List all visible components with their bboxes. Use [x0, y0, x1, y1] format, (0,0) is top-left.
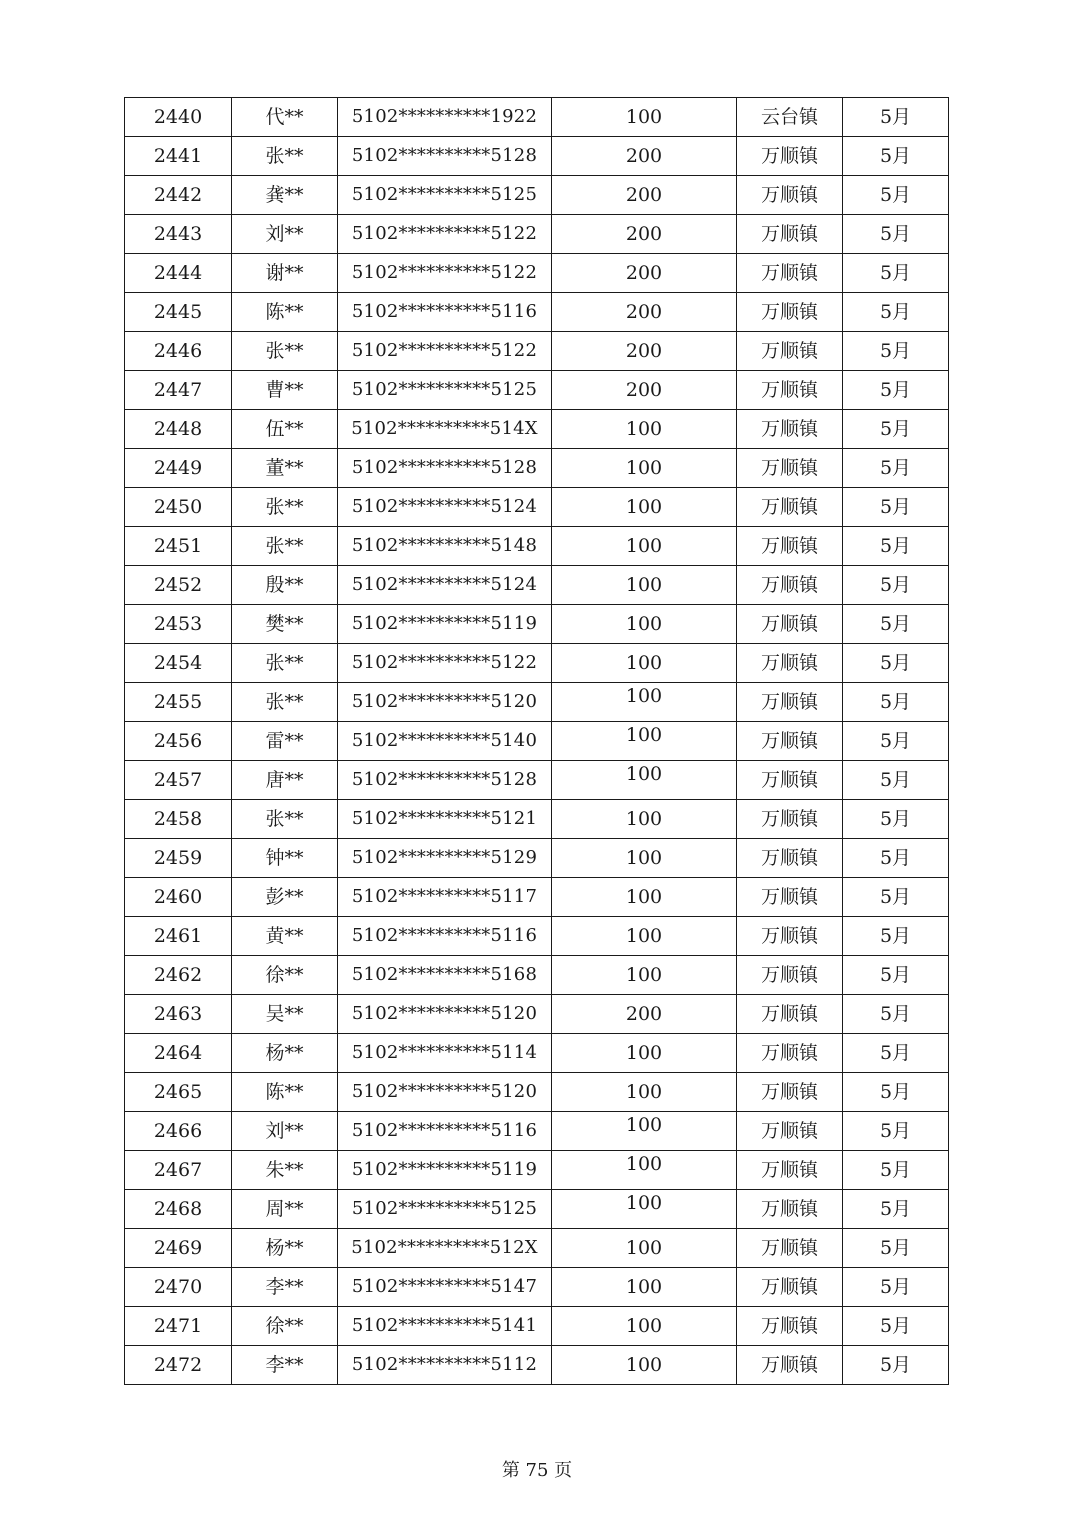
name-cell: 刘** [232, 1112, 338, 1151]
table-row [125, 254, 949, 293]
month-cell: 5月 [843, 1190, 949, 1229]
month-cell: 5月 [843, 566, 949, 605]
id-number-cell: 5102**********1922 [338, 98, 552, 137]
town-cell: 万顺镇 [737, 605, 843, 644]
serial-number-cell: 2465 [125, 1073, 232, 1112]
amount-cell: 200 [552, 176, 737, 215]
amount-cell: 100 [552, 1034, 737, 1073]
name-cell: 曹** [232, 371, 338, 410]
name-cell: 吴** [232, 995, 338, 1034]
amount-cell: 100 [552, 878, 737, 917]
amount-cell: 100 [552, 1229, 737, 1268]
town-cell: 万顺镇 [737, 332, 843, 371]
table-row [125, 527, 949, 566]
id-number-cell: 5102**********5120 [338, 995, 552, 1034]
table-row [125, 410, 949, 449]
table-row [125, 371, 949, 410]
town-cell: 万顺镇 [737, 800, 843, 839]
amount-cell: 200 [552, 254, 737, 293]
amount-cell: 100 [552, 1073, 737, 1112]
name-cell: 黄** [232, 917, 338, 956]
serial-number-cell: 2446 [125, 332, 232, 371]
month-cell: 5月 [843, 1034, 949, 1073]
name-cell: 董** [232, 449, 338, 488]
table-row [125, 1112, 949, 1151]
amount-cell: 100 [552, 722, 737, 761]
month-cell: 5月 [843, 176, 949, 215]
name-cell: 代** [232, 98, 338, 137]
serial-number-cell: 2449 [125, 449, 232, 488]
month-cell: 5月 [843, 1073, 949, 1112]
table-row [125, 722, 949, 761]
serial-number-cell: 2447 [125, 371, 232, 410]
id-number-cell: 5102**********5125 [338, 176, 552, 215]
id-number-cell: 5102**********5122 [338, 215, 552, 254]
month-cell: 5月 [843, 1307, 949, 1346]
amount-cell: 100 [552, 1307, 737, 1346]
town-cell: 万顺镇 [737, 371, 843, 410]
amount-cell: 100 [552, 1346, 737, 1385]
name-cell: 徐** [232, 1307, 338, 1346]
month-cell: 5月 [843, 371, 949, 410]
town-cell: 万顺镇 [737, 917, 843, 956]
name-cell: 张** [232, 644, 338, 683]
month-cell: 5月 [843, 878, 949, 917]
month-cell: 5月 [843, 800, 949, 839]
amount-cell: 200 [552, 137, 737, 176]
amount-cell: 100 [552, 1151, 737, 1190]
table-row [125, 332, 949, 371]
id-number-cell: 5102**********5120 [338, 683, 552, 722]
id-number-cell: 5102**********5148 [338, 527, 552, 566]
serial-number-cell: 2450 [125, 488, 232, 527]
town-cell: 万顺镇 [737, 566, 843, 605]
table-row [125, 98, 949, 137]
name-cell: 周** [232, 1190, 338, 1229]
name-cell: 钟** [232, 839, 338, 878]
table-row [125, 1346, 949, 1385]
town-cell: 万顺镇 [737, 1073, 843, 1112]
id-number-cell: 5102**********5121 [338, 800, 552, 839]
id-number-cell: 5102**********5119 [338, 1151, 552, 1190]
id-number-cell: 5102**********5125 [338, 1190, 552, 1229]
table-row [125, 1307, 949, 1346]
serial-number-cell: 2464 [125, 1034, 232, 1073]
name-cell: 殷** [232, 566, 338, 605]
serial-number-cell: 2469 [125, 1229, 232, 1268]
amount-cell: 100 [552, 644, 737, 683]
serial-number-cell: 2457 [125, 761, 232, 800]
amount-cell: 100 [552, 410, 737, 449]
month-cell: 5月 [843, 293, 949, 332]
table-row [125, 995, 949, 1034]
month-cell: 5月 [843, 761, 949, 800]
month-cell: 5月 [843, 449, 949, 488]
name-cell: 杨** [232, 1034, 338, 1073]
table-row [125, 917, 949, 956]
town-cell: 万顺镇 [737, 1151, 843, 1190]
records-body [125, 98, 949, 1385]
town-cell: 万顺镇 [737, 488, 843, 527]
id-number-cell: 5102**********5147 [338, 1268, 552, 1307]
month-cell: 5月 [843, 1151, 949, 1190]
town-cell: 万顺镇 [737, 1307, 843, 1346]
table-row [125, 1034, 949, 1073]
serial-number-cell: 2454 [125, 644, 232, 683]
name-cell: 李** [232, 1268, 338, 1307]
table-row [125, 176, 949, 215]
town-cell: 万顺镇 [737, 293, 843, 332]
table-row [125, 449, 949, 488]
name-cell: 张** [232, 488, 338, 527]
amount-cell: 100 [552, 800, 737, 839]
town-cell: 万顺镇 [737, 254, 843, 293]
name-cell: 李** [232, 1346, 338, 1385]
serial-number-cell: 2467 [125, 1151, 232, 1190]
table-row [125, 1151, 949, 1190]
town-cell: 万顺镇 [737, 761, 843, 800]
name-cell: 雷** [232, 722, 338, 761]
town-cell: 万顺镇 [737, 878, 843, 917]
table-row [125, 1229, 949, 1268]
month-cell: 5月 [843, 137, 949, 176]
town-cell: 万顺镇 [737, 995, 843, 1034]
town-cell: 云台镇 [737, 98, 843, 137]
serial-number-cell: 2456 [125, 722, 232, 761]
month-cell: 5月 [843, 1229, 949, 1268]
serial-number-cell: 2440 [125, 98, 232, 137]
name-cell: 彭** [232, 878, 338, 917]
town-cell: 万顺镇 [737, 137, 843, 176]
amount-cell: 100 [552, 1268, 737, 1307]
amount-cell: 100 [552, 683, 737, 722]
id-number-cell: 5102**********5117 [338, 878, 552, 917]
id-number-cell: 5102**********5124 [338, 566, 552, 605]
month-cell: 5月 [843, 605, 949, 644]
month-cell: 5月 [843, 995, 949, 1034]
name-cell: 张** [232, 332, 338, 371]
id-number-cell: 5102**********512X [338, 1229, 552, 1268]
name-cell: 陈** [232, 1073, 338, 1112]
amount-cell: 100 [552, 1190, 737, 1229]
month-cell: 5月 [843, 644, 949, 683]
town-cell: 万顺镇 [737, 215, 843, 254]
serial-number-cell: 2470 [125, 1268, 232, 1307]
name-cell: 唐** [232, 761, 338, 800]
id-number-cell: 5102**********5122 [338, 254, 552, 293]
serial-number-cell: 2459 [125, 839, 232, 878]
name-cell: 张** [232, 683, 338, 722]
serial-number-cell: 2452 [125, 566, 232, 605]
id-number-cell: 5102**********5112 [338, 1346, 552, 1385]
table-row [125, 644, 949, 683]
table-row [125, 1268, 949, 1307]
table-row [125, 137, 949, 176]
id-number-cell: 5102**********5125 [338, 371, 552, 410]
month-cell: 5月 [843, 332, 949, 371]
amount-cell: 100 [552, 449, 737, 488]
id-number-cell: 5102**********5128 [338, 761, 552, 800]
name-cell: 龚** [232, 176, 338, 215]
table-row [125, 683, 949, 722]
month-cell: 5月 [843, 98, 949, 137]
serial-number-cell: 2441 [125, 137, 232, 176]
month-cell: 5月 [843, 1346, 949, 1385]
table-row [125, 956, 949, 995]
serial-number-cell: 2442 [125, 176, 232, 215]
town-cell: 万顺镇 [737, 1346, 843, 1385]
id-number-cell: 5102**********5122 [338, 332, 552, 371]
serial-number-cell: 2471 [125, 1307, 232, 1346]
amount-cell: 100 [552, 917, 737, 956]
table-row [125, 1190, 949, 1229]
town-cell: 万顺镇 [737, 1268, 843, 1307]
town-cell: 万顺镇 [737, 527, 843, 566]
amount-cell: 200 [552, 293, 737, 332]
town-cell: 万顺镇 [737, 956, 843, 995]
id-number-cell: 5102**********5119 [338, 605, 552, 644]
amount-cell: 100 [552, 956, 737, 995]
name-cell: 陈** [232, 293, 338, 332]
town-cell: 万顺镇 [737, 449, 843, 488]
month-cell: 5月 [843, 839, 949, 878]
town-cell: 万顺镇 [737, 644, 843, 683]
serial-number-cell: 2468 [125, 1190, 232, 1229]
amount-cell: 100 [552, 761, 737, 800]
serial-number-cell: 2444 [125, 254, 232, 293]
month-cell: 5月 [843, 722, 949, 761]
serial-number-cell: 2458 [125, 800, 232, 839]
table-row [125, 800, 949, 839]
month-cell: 5月 [843, 254, 949, 293]
name-cell: 张** [232, 800, 338, 839]
id-number-cell: 5102**********5122 [338, 644, 552, 683]
month-cell: 5月 [843, 1268, 949, 1307]
town-cell: 万顺镇 [737, 1034, 843, 1073]
serial-number-cell: 2462 [125, 956, 232, 995]
name-cell: 张** [232, 137, 338, 176]
town-cell: 万顺镇 [737, 1112, 843, 1151]
amount-cell: 100 [552, 488, 737, 527]
id-number-cell: 5102**********5140 [338, 722, 552, 761]
table-row [125, 488, 949, 527]
month-cell: 5月 [843, 917, 949, 956]
town-cell: 万顺镇 [737, 1190, 843, 1229]
id-number-cell: 5102**********5116 [338, 293, 552, 332]
amount-cell: 100 [552, 1112, 737, 1151]
id-number-cell: 5102**********5120 [338, 1073, 552, 1112]
serial-number-cell: 2448 [125, 410, 232, 449]
serial-number-cell: 2466 [125, 1112, 232, 1151]
id-number-cell: 5102**********5114 [338, 1034, 552, 1073]
id-number-cell: 5102**********5128 [338, 137, 552, 176]
name-cell: 杨** [232, 1229, 338, 1268]
amount-cell: 200 [552, 215, 737, 254]
table-row [125, 761, 949, 800]
name-cell: 谢** [232, 254, 338, 293]
town-cell: 万顺镇 [737, 176, 843, 215]
table-row [125, 566, 949, 605]
month-cell: 5月 [843, 956, 949, 995]
amount-cell: 100 [552, 605, 737, 644]
month-cell: 5月 [843, 215, 949, 254]
amount-cell: 100 [552, 98, 737, 137]
serial-number-cell: 2472 [125, 1346, 232, 1385]
table-row [125, 878, 949, 917]
month-cell: 5月 [843, 683, 949, 722]
serial-number-cell: 2461 [125, 917, 232, 956]
month-cell: 5月 [843, 527, 949, 566]
amount-cell: 100 [552, 527, 737, 566]
id-number-cell: 5102**********5124 [338, 488, 552, 527]
table-row [125, 1073, 949, 1112]
town-cell: 万顺镇 [737, 410, 843, 449]
id-number-cell: 5102**********5141 [338, 1307, 552, 1346]
town-cell: 万顺镇 [737, 839, 843, 878]
serial-number-cell: 2453 [125, 605, 232, 644]
town-cell: 万顺镇 [737, 722, 843, 761]
name-cell: 徐** [232, 956, 338, 995]
table-row [125, 839, 949, 878]
name-cell: 樊** [232, 605, 338, 644]
name-cell: 伍** [232, 410, 338, 449]
name-cell: 刘** [232, 215, 338, 254]
amount-cell: 200 [552, 371, 737, 410]
id-number-cell: 5102**********5128 [338, 449, 552, 488]
amount-cell: 200 [552, 332, 737, 371]
serial-number-cell: 2445 [125, 293, 232, 332]
name-cell: 张** [232, 527, 338, 566]
serial-number-cell: 2455 [125, 683, 232, 722]
serial-number-cell: 2463 [125, 995, 232, 1034]
town-cell: 万顺镇 [737, 1229, 843, 1268]
id-number-cell: 5102**********5116 [338, 1112, 552, 1151]
month-cell: 5月 [843, 410, 949, 449]
month-cell: 5月 [843, 488, 949, 527]
amount-cell: 100 [552, 839, 737, 878]
month-cell: 5月 [843, 1112, 949, 1151]
amount-cell: 200 [552, 995, 737, 1034]
name-cell: 朱** [232, 1151, 338, 1190]
page-number: 第 75 页 [501, 1460, 573, 1481]
table-row [125, 293, 949, 332]
serial-number-cell: 2443 [125, 215, 232, 254]
town-cell: 万顺镇 [737, 683, 843, 722]
id-number-cell: 5102**********514X [338, 410, 552, 449]
id-number-cell: 5102**********5168 [338, 956, 552, 995]
amount-cell: 100 [552, 566, 737, 605]
table-row [125, 605, 949, 644]
serial-number-cell: 2451 [125, 527, 232, 566]
records-table [124, 97, 949, 1385]
serial-number-cell: 2460 [125, 878, 232, 917]
id-number-cell: 5102**********5116 [338, 917, 552, 956]
table-row [125, 215, 949, 254]
id-number-cell: 5102**********5129 [338, 839, 552, 878]
